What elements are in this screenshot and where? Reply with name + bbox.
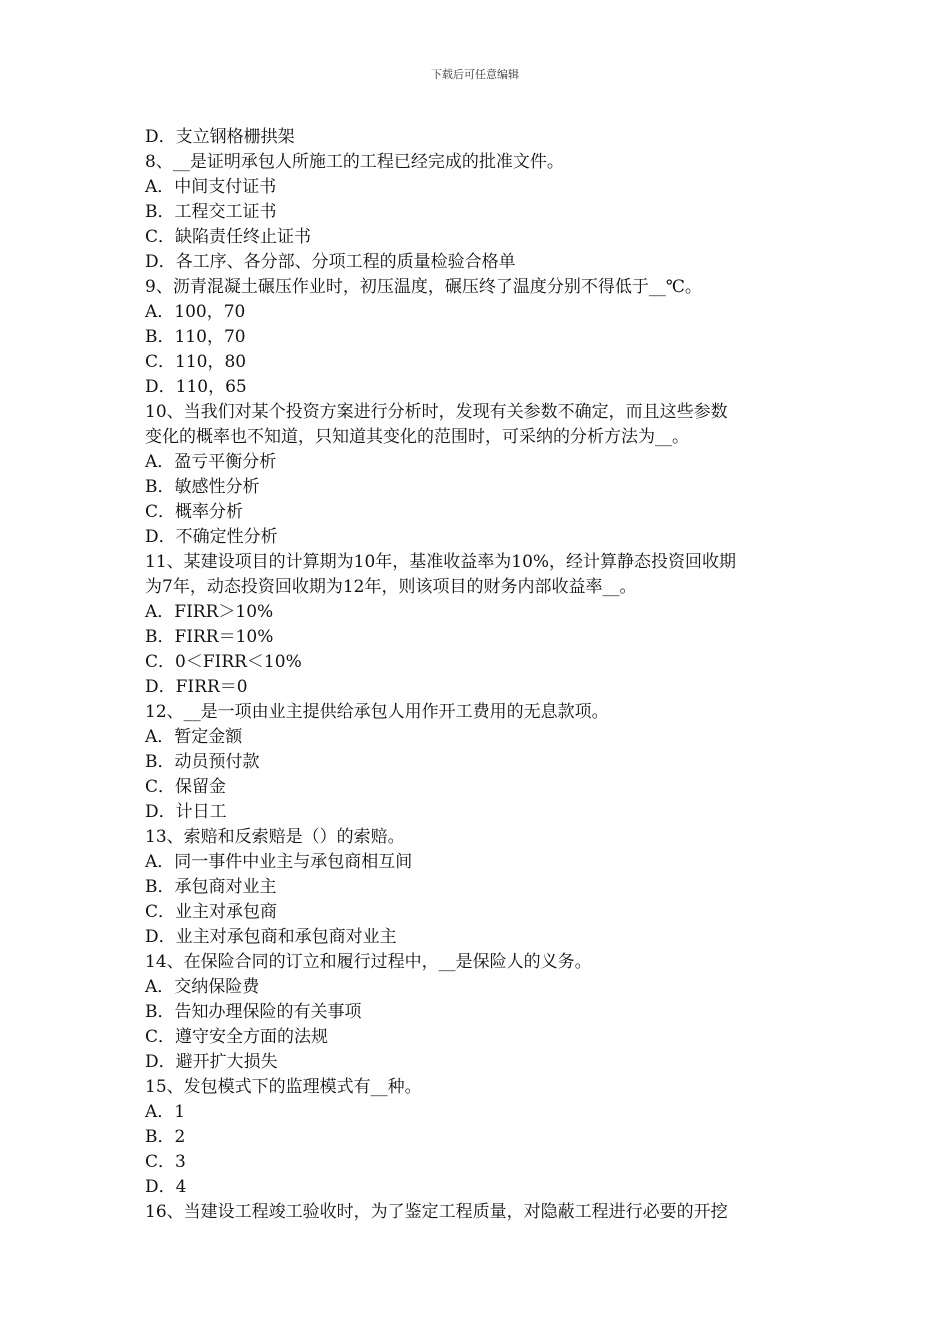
option-line: C．保留金 xyxy=(145,777,227,797)
question-text: 11、某建设项目的计算期为10年，基准收益率为10%，经计算静态投资回收期 xyxy=(145,552,737,572)
option-line: C．110，80 xyxy=(145,352,247,372)
option-line: D．FIRR＝0 xyxy=(145,677,248,697)
page-header: 下载后可任意编辑 xyxy=(431,68,519,81)
option-line: D．各工序、各分部、分项工程的质量检验合格单 xyxy=(145,252,516,272)
option-line: A．1 xyxy=(145,1102,186,1122)
document-body xyxy=(145,125,815,1225)
option-line: D．计日工 xyxy=(145,802,227,822)
option-line: D．110，65 xyxy=(145,377,247,397)
option-line: A．暂定金额 xyxy=(145,727,243,747)
option-line: A．中间支付证书 xyxy=(145,177,277,197)
question-text: 10、当我们对某个投资方案进行分析时，发现有关参数不确定，而且这些参数 xyxy=(145,402,728,422)
option-line: A．100，70 xyxy=(145,302,246,322)
option-line: A．盈亏平衡分析 xyxy=(145,452,277,472)
question-text: 14、在保险合同的订立和履行过程中，__是保险人的义务。 xyxy=(145,952,592,972)
option-line: C．遵守安全方面的法规 xyxy=(145,1027,329,1047)
question-text: 15、发包模式下的监理模式有__种。 xyxy=(145,1077,422,1097)
question-text: 9、沥青混凝土碾压作业时，初压温度，碾压终了温度分别不得低于__℃。 xyxy=(145,277,702,297)
option-line: B．承包商对业主 xyxy=(145,877,277,897)
question-text-continued: 为7年，动态投资回收期为12年，则该项目的财务内部收益率__。 xyxy=(145,577,637,597)
question-text: 13、索赔和反索赔是（）的索赔。 xyxy=(145,827,405,847)
option-line: B．FIRR＝10% xyxy=(145,627,274,647)
option-line: A．交纳保险费 xyxy=(145,977,260,997)
text-line: D．支立钢格栅拱架 xyxy=(145,127,295,147)
option-line: C．缺陷责任终止证书 xyxy=(145,227,312,247)
question-text: 8、__是证明承包人所施工的工程已经完成的批准文件。 xyxy=(145,152,564,172)
option-line: D．业主对承包商和承包商对业主 xyxy=(145,927,397,947)
question-text: 16、当建设工程竣工验收时，为了鉴定工程质量，对隐蔽工程进行必要的开挖 xyxy=(145,1202,728,1222)
option-line: B．110，70 xyxy=(145,327,246,347)
question-text: 12、__是一项由业主提供给承包人用作开工费用的无息款项。 xyxy=(145,702,609,722)
option-line: A．FIRR＞10% xyxy=(145,602,274,622)
option-line: C．概率分析 xyxy=(145,502,244,522)
question-text-continued: 变化的概率也不知道，只知道其变化的范围时，可采纳的分析方法为__。 xyxy=(145,427,689,447)
option-line: B．2 xyxy=(145,1127,186,1147)
option-line: C．0＜FIRR＜10% xyxy=(145,652,302,672)
option-line: D．4 xyxy=(145,1177,187,1197)
option-line: D．避开扩大损失 xyxy=(145,1052,278,1072)
option-line: D．不确定性分析 xyxy=(145,527,278,547)
option-line: B．工程交工证书 xyxy=(145,202,277,222)
option-line: B．动员预付款 xyxy=(145,752,260,772)
option-line: A．同一事件中业主与承包商相互间 xyxy=(145,852,413,872)
option-line: B．告知办理保险的有关事项 xyxy=(145,1002,362,1022)
option-line: C．3 xyxy=(145,1152,186,1172)
option-line: B．敏感性分析 xyxy=(145,477,260,497)
option-line: C．业主对承包商 xyxy=(145,902,278,922)
